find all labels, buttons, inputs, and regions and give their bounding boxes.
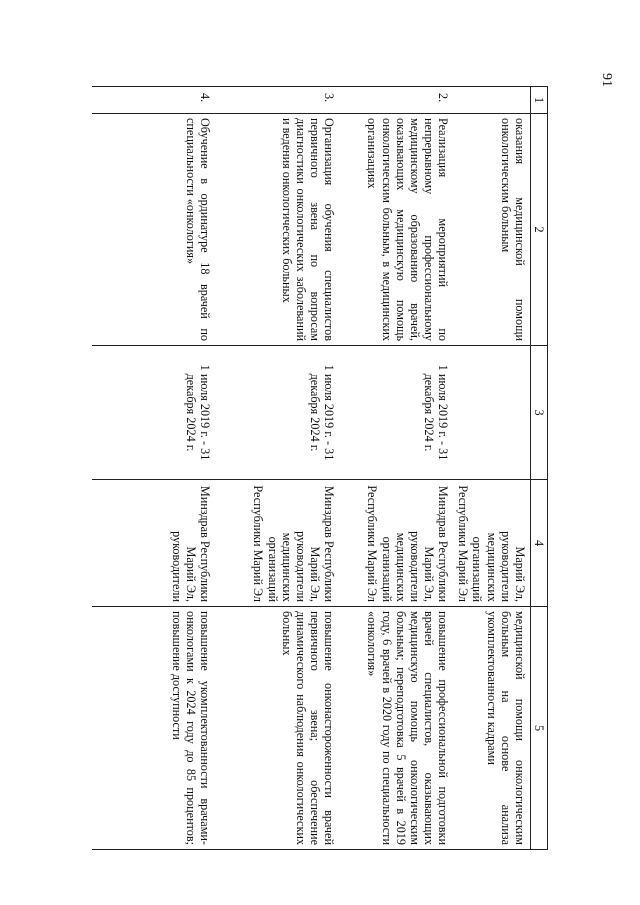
table-row bbox=[215, 87, 339, 850]
row-number: 2. bbox=[339, 87, 453, 114]
header-row bbox=[530, 87, 547, 850]
header-col-4: 4 bbox=[530, 480, 547, 607]
table-row bbox=[92, 87, 215, 850]
row-number: 3. bbox=[215, 87, 339, 114]
measure-cell: Обучение в ординатуре 18 врачей по специальности «онкология» bbox=[92, 114, 215, 346]
result-cell: повышение профессиональной подготовки врачей специалистов, оказывающих медицинскую помощь онкологическим больным; переподготовка 5 врачей в 2019 году, 6 врачей в 2020 году по специальности «онкология» bbox=[339, 607, 453, 850]
rotated-table-container bbox=[91, 86, 548, 849]
period-cell bbox=[453, 346, 530, 480]
page-number: 91 bbox=[599, 73, 614, 87]
header-col-5: 5 bbox=[530, 607, 547, 850]
plan-table bbox=[92, 86, 548, 850]
measure-cell: оказания медицинской помощи онкологическим больным bbox=[453, 114, 530, 346]
executor-cell: Минздрав Республики Марий Эл, руководители медицинских организаций Республики Марий Эл bbox=[215, 480, 339, 607]
period-cell: 1 июля 2019 г. - 31 декабря 2024 г. bbox=[339, 346, 453, 480]
executor-cell: Марий Эл, руководители медицинских организаций Республики Марий Эл bbox=[453, 480, 530, 607]
result-cell: повышение онконастороженности врачей первичного звена; обеспечение динамического наблюдения онкологических больных bbox=[215, 607, 339, 850]
table-row bbox=[453, 87, 530, 850]
executor-cell: Минздрав Республики Марий Эл, руководители медицинских организаций Республики Марий Эл bbox=[339, 480, 453, 607]
period-cell: 1 июля 2019 г. - 31 декабря 2024 г. bbox=[215, 346, 339, 480]
measure-cell: Реализация мероприятий по непрерывному профессиональному медицинскому образованию врачей, оказывающих медицинскую помощь онкологическим больным, в медицинских организациях bbox=[339, 114, 453, 346]
header-col-1: 1 bbox=[530, 87, 547, 114]
row-number: 4. bbox=[92, 87, 215, 114]
header-col-3: 3 bbox=[530, 346, 547, 480]
table-row bbox=[339, 87, 453, 850]
row-number bbox=[453, 87, 530, 114]
result-cell: повышение укомплектованности врачами-онкологами к 2024 году до 85 процентов; повышение доступности bbox=[92, 607, 215, 850]
result-cell: медицинской помощи онкологическим больным на основе анализа укомплектованности кадрами bbox=[453, 607, 530, 850]
header-col-2: 2 bbox=[530, 114, 547, 346]
measure-cell: Организация обучения специалистов первичного звена по вопросам диагностики онкологических заболеваний и ведения онкологических больных bbox=[215, 114, 339, 346]
period-cell: 1 июля 2019 г. - 31 декабря 2024 г. bbox=[92, 346, 215, 480]
executor-cell: Минздрав Республики Марий Эл, руководители bbox=[92, 480, 215, 607]
